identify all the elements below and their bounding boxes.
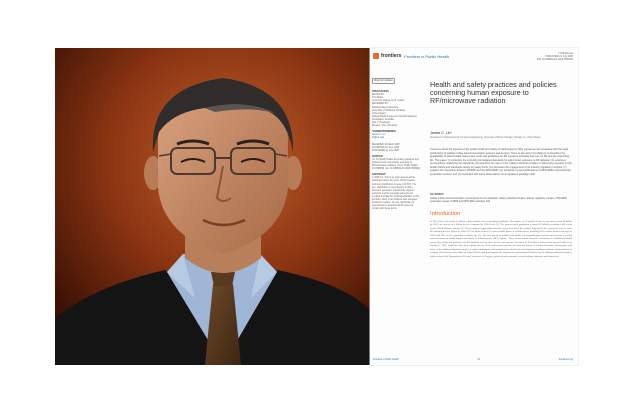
frontiers-logo-icon (373, 53, 379, 59)
brand-name: frontiers (381, 53, 402, 59)
journal-name[interactable]: Frontiers in Public Health (404, 53, 449, 59)
sidebar-line: Eduardo Reyes-Mendoza, (372, 106, 399, 109)
introduction-heading: Introduction (430, 211, 461, 217)
keywords-text: cellular mobile telecommunication, presumptions for the standards, military-industrial complex, industry regulatory complex, WHO-EMF systematic reviews, ICNIRP and WHO-EMF, paradigm shift (430, 198, 567, 204)
open-access-label: OPEN ACCESS (372, 91, 389, 94)
page-footer (373, 359, 573, 361)
paper-title: Health and safety practices and policies concerning human exposure to RF/microwave radiation (430, 80, 557, 106)
sidebar-line: Dan V. Hoodinger, (372, 122, 391, 125)
meta-type: TYPE Review (558, 52, 573, 55)
author-portrait-photo (55, 48, 370, 365)
sidebar-line: Tom Butler, (372, 97, 384, 100)
citation-text: Lin JC (2025) Health and safety practices and policies concerning human exposure to RF/microwave radiation. Front. Public Health 13:1595092. doi: 10.3389/fpubh.2025.1595092 (372, 158, 420, 171)
sidebar-line: Oleksiy Radio Frequency Scientific Advisory (372, 115, 417, 118)
author-name: James C. Lin* (430, 131, 452, 135)
journal-header (373, 53, 449, 59)
paper-page (370, 48, 578, 365)
article-sidebar (372, 78, 420, 211)
check-updates-button[interactable]: Check for updates (372, 78, 395, 84)
date-accepted: ACCEPTED 18 June 2025 (372, 146, 400, 149)
keywords-label: KEYWORDS (430, 194, 444, 196)
copyright-label: COPYRIGHT (372, 174, 386, 177)
copyright-text: © 2025 Lin. This is an open-access article distributed under the terms of the Creative Commons Attribution License (CC BY). The use, distribution or reproduction in other forums is permitted, provided the original author(s) and the copyright owner(s) are credited and that the original publication in this journal is cited, in accordance with accepted academic practice. No use, distribution or reproduction is permitted which does not comply with these terms. (372, 177, 420, 211)
meta-published: PUBLISHED 21 July 2025 (545, 55, 573, 59)
author-affiliation: Department of Electrical and Computer Engineering, University of Illinois Chicago, Chicago, IL, United States (430, 137, 541, 139)
corr-email-link[interactable]: lin@uic.edu (372, 137, 385, 140)
sidebar-line: University of California, Berkeley, (372, 109, 406, 112)
footer-journal[interactable]: Frontiers in Public Health (373, 359, 399, 361)
sidebar-line: University College Cork, Ireland (372, 100, 405, 103)
date-published: PUBLISHED 21 July 2025 (372, 149, 399, 152)
introduction-body: In 2015, there were nearly 11 billion cellular mobile devices operating worldwide. The number of 5G mobile devices is expected to reach 10 billion by 2025, an increase of a billion devices compared to 2020 levels (1). The current world population is about 8.2 billion according to the recent count. United Nations estimates (2). These numbers suggest that currently each person above the world is subjected to the exposures of two or more RF radiating devices. Likewise, about 97% of adults in the U.S. own a mobile phone or cellular device including 90% of those between the ages of 18-29 and 98% of the population reaching age (3). The fast spread of cellular and mobile telecommunication devices and systems is raising concerns about the health impacts and safety of radiofrequency (RF) exposure. There is also unease about the effectiveness of publicized health safety rules, limits and guidelines for RF radiation used by these devices and systems. President D. Eisenhower delivered his farewell address on January 17, 1961, which has since been regarded as one of the most famous speeches in American history. It warned Americans, among other vital items, of the military-industrial complex, a cabal of individuals and institutions involved in the development of military hardware and production of weapons. Eisenhower warned that the United States must guard against the attainment of unwarranted influence by the military-industrial complex, which included the Department of Defense, members of Congress, privately and corporately owned military industries and contractors. (430, 220, 572, 258)
sidebar-line: Monash, Ohio, Romania (372, 125, 397, 128)
footer-page-number: 01 (477, 359, 481, 361)
correspondence-label: *CORRESPONDENCE (372, 131, 396, 134)
sidebar-line: REVIEWED BY (372, 103, 388, 106)
sidebar-line: Association, Australia (372, 118, 394, 121)
sidebar-line: EDITED BY (372, 94, 385, 97)
date-received: RECEIVED 18 March 2025 (372, 143, 400, 146)
citation-label: CITATION (372, 155, 383, 158)
abstract-text: Concerns about the impacts on the public health and safety of radiofrequency (RF) exposures are increasing with the rapid proliferation of cellular mobile telecommunication systems and devices. There is also lack of confidence surrounding the applicability of stated health safety rules, limits and guidelines for RF exposure including their use for 5G and the impending 6G. This paper: (i) considers the currently promulgated standards for safe human exposure to RF radiation; (ii) examines presumptions underlying the standards; (iii) describes the roles of the military-industrial complex in influencing research on the health effects and standards setting for safety limits; (iv) discusses the engagement of an industry regulatory complex; (v) explains the interaction between ICNIRP and the WHO-EMF; (vi) scrutinizes recent publications of WHO-EMF commissioned systematic reviews; and (7) concludes with some observations on an apparent paradigm shift. (430, 148, 572, 176)
footer-site[interactable]: frontiersin.org (558, 359, 573, 361)
sidebar-line: United States (372, 112, 386, 115)
article-meta (537, 52, 573, 62)
meta-doi[interactable]: DOI 10.3389/fpubh.2025.1595092 (536, 58, 573, 62)
corr-name: James C. Lin (372, 134, 386, 137)
